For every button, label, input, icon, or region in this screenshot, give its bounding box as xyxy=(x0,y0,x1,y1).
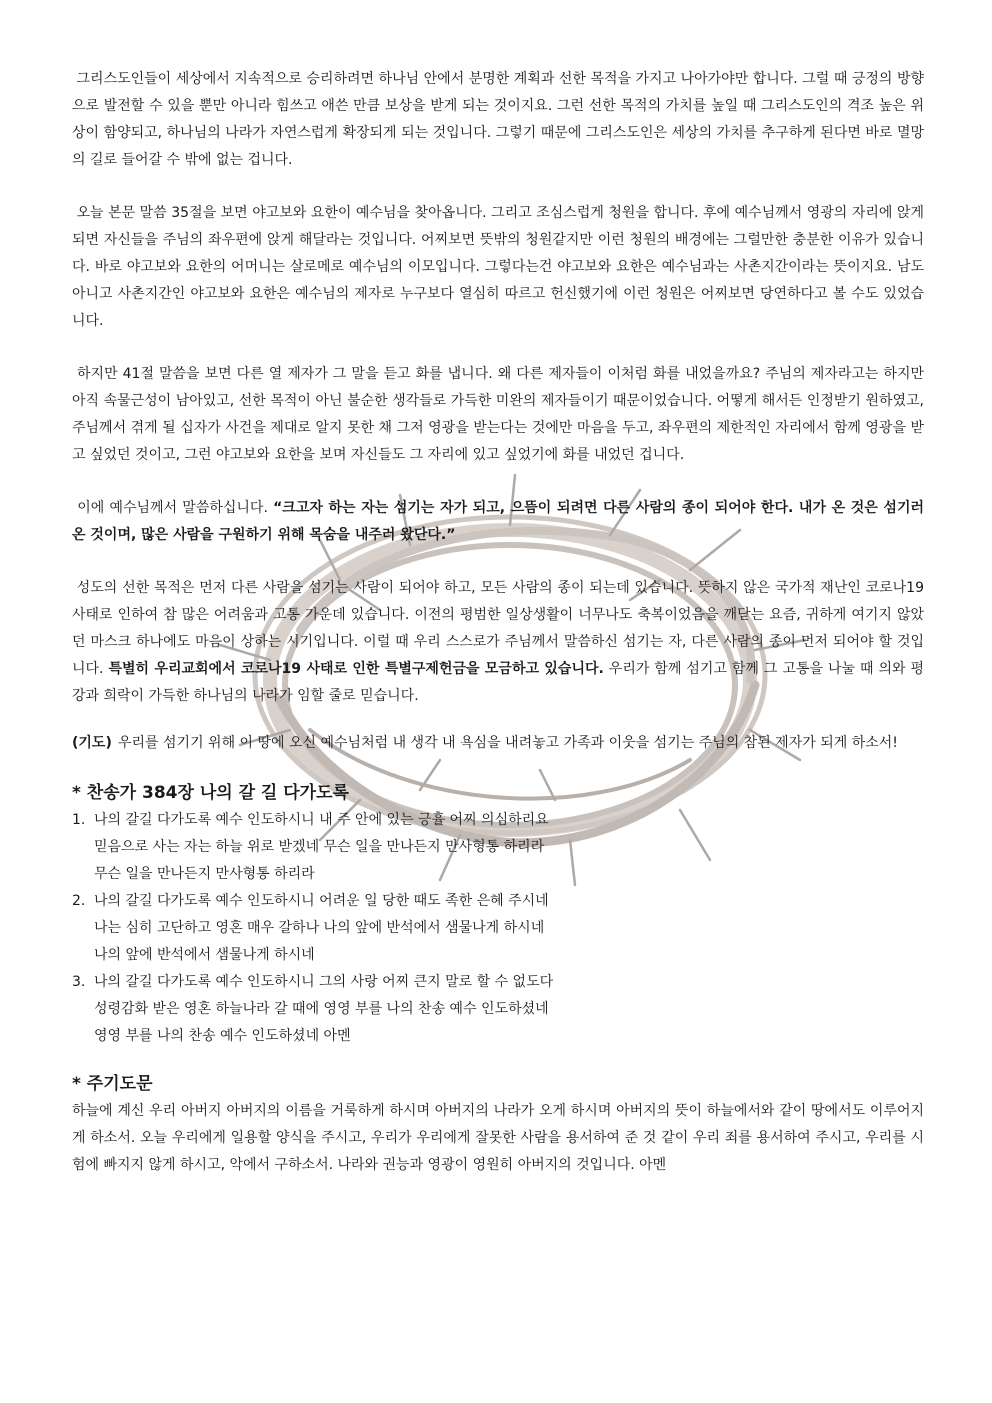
prayer-tag: (기도) xyxy=(72,735,112,751)
document-body xyxy=(72,66,924,1179)
hymn-verse: 2. 나의 갈길 다가도록 예수 인도하시니 어려운 일 당한 때도 족한 은혜 주시네 나는 심히 고단하고 영혼 매우 갈하나 나의 앞에 반석에서 샘물나게 하시네 나의 앞에 반석에서 샘물나게 하시네 xyxy=(72,893,549,963)
hymn-heading: * 찬송가 384장 나의 갈 길 다가도록 xyxy=(72,783,349,803)
paragraph-1: 그리스도인들이 세상에서 지속적으로 승리하려면 하나님 안에서 분명한 계획과 선한 목적을 가지고 나아가야만 합니다. 그럴 때 긍정의 방향으로 발전할 수 있을 뿐만 아니라 힘쓰고 애쓴 만큼 보상을 받게 되는 것이지요. 그런 선한 목적의 가치를 높일 때 그리스도인의 격조 높은 위상이 함양되고, 하나님의 나라가 자연스럽게 확장되게 되는 것입니다. 그렇기 때문에 그리스도인은 세상의 가치를 추구하게 된다면 바로 멸망의 길로 들어갈 수 밖에 없는 겁니다. xyxy=(72,71,924,168)
hymn-verse: 3. 나의 갈길 다가도록 예수 인도하시니 그의 사랑 어찌 큰지 말로 할 수 없도다 성령감화 받은 영혼 하늘나라 갈 때에 영영 부를 나의 찬송 예수 인도하셨네 영영 부를 나의 찬송 예수 인도하셨네 아멘 xyxy=(72,974,554,1044)
hymn-lyrics xyxy=(72,807,924,1050)
paragraph-4: 이에 예수님께서 말씀하십니다. “크고자 하는 자는 섬기는 자가 되고, 으뜸이 되려면 다른 사람의 종이 되어야 한다. 내가 온 것은 섬기러 온 것이며, 많은 사람을 구원하기 위해 목숨을 내주러 왔단다.” xyxy=(72,500,925,543)
hymn-verse: 1. 나의 갈길 다가도록 예수 인도하시니 내 주 안에 있는 긍휼 어찌 의심하리요 믿음으로 사는 자는 하늘 위로 받겠네 무슨 일을 만나든지 만사형통 하리라 무슨 일을 만나든지 만사형통 하리라 xyxy=(72,812,549,882)
paragraph-2: 오늘 본문 말씀 35절을 보면 야고보와 요한이 예수님을 찾아옵니다. 그리고 조심스럽게 청원을 합니다. 후에 예수님께서 영광의 자리에 앉게 되면 자신들을 주님의 좌우편에 앉게 해달라는 것입니다. 어찌보면 뜻밖의 청원같지만 이런 청원의 배경에는 그럴만한 충분한 이유가 있습니다. 바로 야고보와 요한의 어머니는 살로메로 예수님의 이모입니다. 그렇다는건 야고보와 요한은 예수님과는 사촌지간이라는 뜻이지요. 남도 아니고 사촌지간인 야고보와 요한은 예수님의 제자로 누구보다 열심히 따르고 헌신했기에 이런 청원은 어찌보면 당연하다고 볼 수도 있었습니다. xyxy=(72,205,924,329)
offering-notice: 특별히 우리교회에서 코로나19 사태로 인한 특별구제헌금을 모금하고 있습니다. xyxy=(108,661,604,677)
paragraph-5: 성도의 선한 목적은 먼저 다른 사람을 섬기는 사람이 되어야 하고, 모든 사람의 종이 되는데 있습니다. 뜻하지 않은 국가적 재난인 코로나19 사태로 인하여 참 많은 어려움과 고통 가운데 있습니다. 이전의 평범한 일상생활이 너무나도 축복이었음을 깨닫는 요즘, 귀하게 여기지 않았던 마스크 하나에도 마음이 상하는 시기입니다. 이럴 때 우리 스스로가 주님께서 말씀하신 섬기는 자, 다른 사람의 종이 먼저 되어야 할 것입니다. 특별히 우리교회에서 코로나19 사태로 인한 특별구제헌금을 모금하고 있습니다. 우리가 함께 섬기고 함께 그 고통을 나눌 때 의와 평강과 희락이 가득한 하나님의 나라가 임할 줄로 믿습니다. xyxy=(72,580,925,704)
prayer-text: 우리를 섬기기 위해 이 땅에 오신 예수님처럼 내 생각 내 욕심을 내려놓고 가족과 이웃을 섬기는 주님의 참된 제자가 되게 하소서! xyxy=(118,735,898,751)
lords-prayer-heading: * 주기도문 xyxy=(72,1074,153,1094)
lords-prayer-text: 하늘에 계신 우리 아버지 아버지의 이름을 거룩하게 하시며 아버지의 나라가 오게 하시며 아버지의 뜻이 하늘에서와 같이 땅에서도 이루어지게 하소서. 오늘 우리에게 일용할 양식을 주시고, 우리가 우리에게 잘못한 사람을 용서하여 준 것 같이 우리 죄를 용서하여 주시고, 우리를 시험에 빠지지 않게 하시고, 악에서 구하소서. 나라와 권능과 영광이 영원히 아버지의 것입니다. 아멘 xyxy=(72,1103,924,1173)
jesus-quote: “크고자 하는 자는 섬기는 자가 되고, 으뜸이 되려면 다른 사람의 종이 되어야 한다. 내가 온 것은 섬기러 온 것이며, 많은 사람을 구원하기 위해 목숨을 내주러 왔단다.” xyxy=(72,500,925,543)
paragraph-3: 하지만 41절 말씀을 보면 다른 열 제자가 그 말을 듣고 화를 냅니다. 왜 다른 제자들이 이처럼 화를 내었을까요? 주님의 제자라고는 하지만 아직 속물근성이 남아있고, 선한 목적이 아닌 불순한 생각들로 가득한 미완의 제자들이기 때문이었습니다. 어떻게 해서든 인정받기 원하였고, 주님께서 겪게 될 십자가 사건을 제대로 알지 못한 채 그저 영광을 받는다는 것에만 마음을 두고, 좌우편의 제한적인 자리에서 함께 영광을 받고 싶었던 것이고, 그런 야고보와 요한을 보며 자신들도 그 자리에 있고 싶었기에 화를 내었던 겁니다. xyxy=(72,366,925,463)
prayer-block xyxy=(72,730,924,757)
